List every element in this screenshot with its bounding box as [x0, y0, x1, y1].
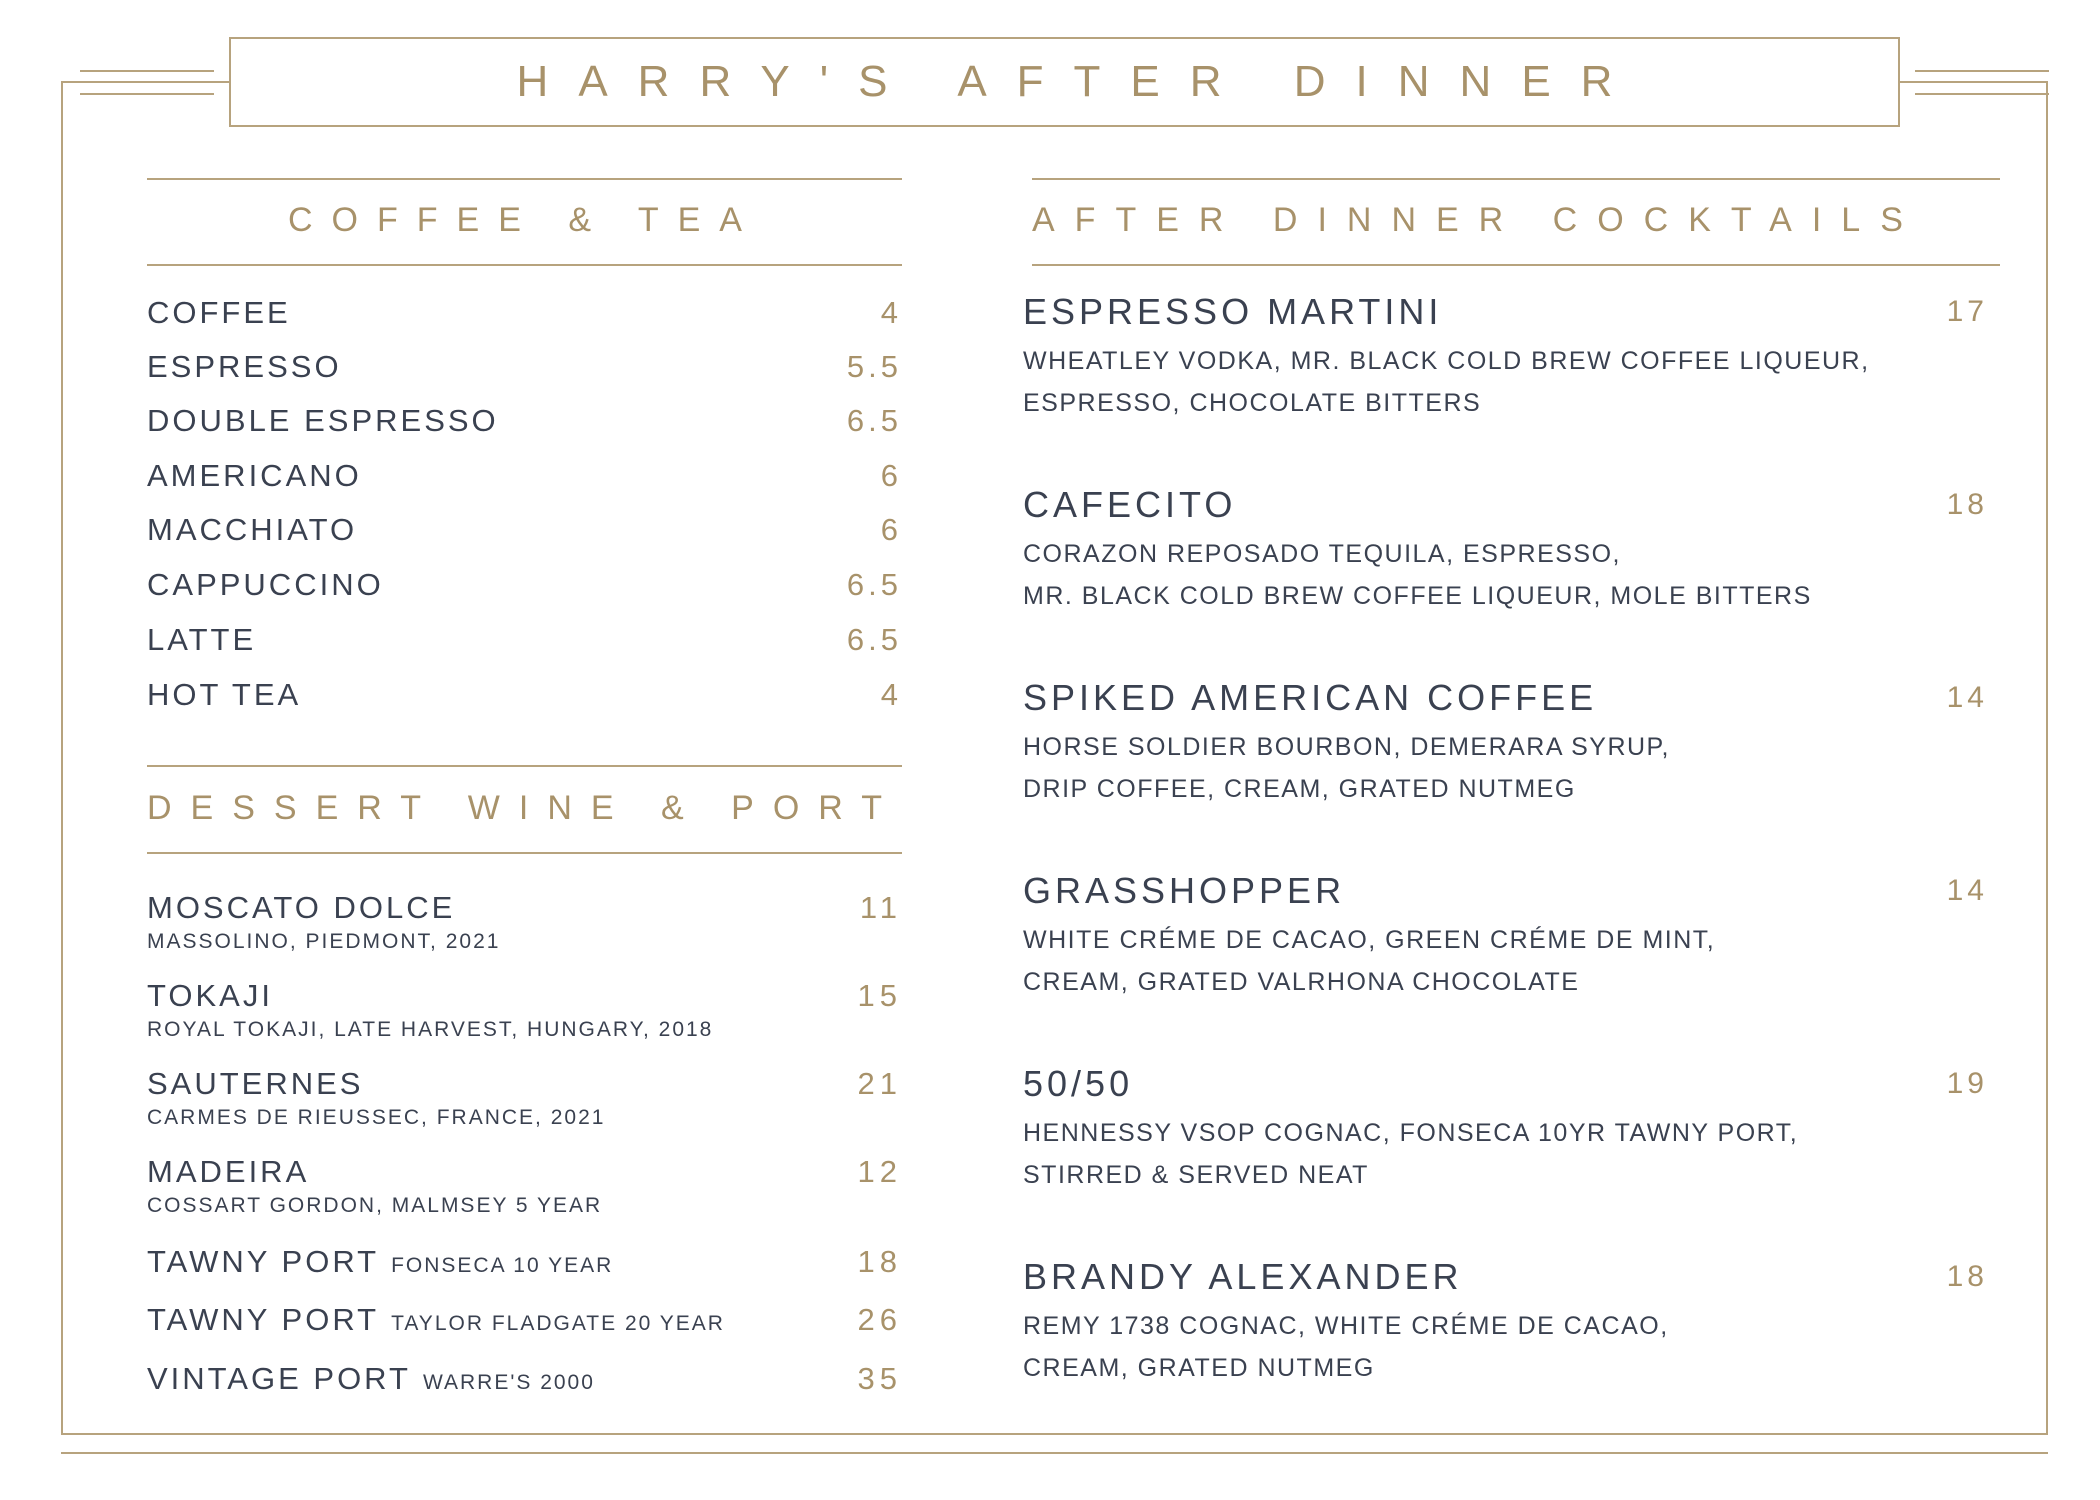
wine-line: [147, 1302, 902, 1338]
cocktail-item: [1023, 676, 1988, 810]
cocktail-head: [1023, 1062, 1988, 1106]
title-rule-left-1: [80, 70, 214, 72]
description-line: CREAM, GRATED VALRHONA CHOCOLATE: [1023, 968, 1580, 996]
menu-item: [147, 510, 902, 550]
wine-name-group: [147, 1302, 725, 1338]
item-price: 5.5: [846, 349, 902, 384]
title-banner: [229, 37, 1900, 127]
coffee-rule-bottom: [147, 264, 902, 266]
cocktail-head: [1023, 676, 1988, 720]
wine-name: TAWNY PORT: [147, 1302, 380, 1337]
wine-name-group: [147, 890, 455, 926]
description-line: STIRRED & SERVED NEAT: [1023, 1161, 1369, 1189]
wine-name-group: [147, 978, 273, 1014]
cocktail-item: [1023, 483, 1988, 617]
description-line: MR. BLACK COLD BREW COFFEE LIQUEUR, MOLE BITTERS: [1023, 582, 1812, 610]
description-line: WHITE CRÉME DE CACAO, GREEN CRÉME DE MINT,: [1023, 926, 1716, 954]
dessert-wine-heading: DESSERT WINE & PORT: [147, 789, 901, 827]
cocktail-head: [1023, 483, 1988, 527]
coffee-tea-heading: COFFEE & TEA: [288, 201, 761, 239]
item-name: COFFEE: [147, 295, 291, 330]
cocktail-name: GRASSHOPPER: [1023, 870, 1346, 911]
menu-item: [147, 401, 902, 441]
wine-detail: CARMES DE RIEUSSEC, FRANCE, 2021: [147, 1106, 606, 1129]
cocktail-description: [1023, 1112, 1988, 1196]
cocktail-name: ESPRESSO MARTINI: [1023, 291, 1443, 332]
wine-rule-bottom: [147, 852, 902, 854]
wine-line: [147, 1244, 902, 1280]
cocktail-item: [1023, 869, 1988, 1003]
wine-detail: MASSOLINO, PIEDMONT, 2021: [147, 930, 501, 953]
item-name: AMERICANO: [147, 458, 362, 493]
menu-item: [147, 675, 902, 715]
wine-price: 35: [857, 1361, 902, 1396]
title-rule-right-1: [1915, 70, 2049, 72]
cocktail-description: [1023, 533, 1988, 617]
wine-line: [147, 1066, 902, 1102]
cocktail-name: CAFECITO: [1023, 484, 1237, 525]
description-line: ESPRESSO, CHOCOLATE BITTERS: [1023, 389, 1482, 417]
item-name: MACCHIATO: [147, 512, 358, 547]
coffee-rule-top: [147, 178, 902, 180]
cocktail-price: 14: [1946, 874, 1988, 907]
item-price: 6: [880, 458, 902, 493]
menu-item: [147, 293, 902, 333]
wine-line: [147, 1154, 902, 1190]
wine-detail: WARRE'S 2000: [422, 1371, 595, 1394]
description-line: REMY 1738 COGNAC, WHITE CRÉME DE CACAO,: [1023, 1312, 1669, 1340]
cocktail-description: [1023, 919, 1988, 1003]
wine-name: TOKAJI: [147, 978, 273, 1013]
wine-name: TAWNY PORT: [147, 1244, 380, 1279]
wine-rule-top: [147, 765, 902, 767]
wine-line: [147, 978, 902, 1014]
menu-title: HARRY'S AFTER DINNER: [516, 57, 1643, 106]
cocktail-item: [1023, 1062, 1988, 1196]
wine-price: 21: [857, 1066, 902, 1101]
wine-item: [147, 1302, 902, 1338]
title-rule-right-2: [1915, 93, 2049, 95]
item-name: CAPPUCCINO: [147, 567, 384, 602]
cocktail-head: [1023, 290, 1988, 334]
cocktails-heading: AFTER DINNER COCKTAILS: [1032, 201, 1923, 239]
wine-name: MOSCATO DOLCE: [147, 890, 456, 925]
wine-item: [147, 1361, 902, 1397]
cocktail-description: [1023, 1305, 1988, 1389]
cocktail-price: 18: [1946, 1260, 1988, 1293]
item-price: 6.5: [846, 622, 902, 657]
wine-name: SAUTERNES: [147, 1066, 364, 1101]
cocktail-price: 18: [1946, 488, 1988, 521]
wine-item: [147, 1154, 902, 1220]
cocktail-price: 14: [1946, 681, 1988, 714]
item-name: LATTE: [147, 622, 257, 657]
menu-item: [147, 347, 902, 387]
item-price: 6.5: [846, 567, 902, 602]
wine-name: VINTAGE PORT: [147, 1361, 411, 1396]
wine-item: [147, 1244, 902, 1280]
cocktail-rule-top: [1032, 178, 2000, 180]
wine-line: [147, 1361, 902, 1397]
item-price: 4: [880, 677, 902, 712]
description-line: WHEATLEY VODKA, MR. BLACK COLD BREW COFFEE LIQUEUR,: [1023, 347, 1870, 375]
cocktail-item: [1023, 1255, 1988, 1389]
cocktail-name: 50/50: [1023, 1063, 1134, 1104]
cocktail-head: [1023, 1255, 1988, 1299]
wine-price: 26: [857, 1302, 902, 1337]
item-price: 6: [880, 512, 902, 547]
item-name: DOUBLE ESPRESSO: [147, 403, 499, 438]
description-line: HORSE SOLDIER BOURBON, DEMERARA SYRUP,: [1023, 733, 1670, 761]
wine-price: 18: [857, 1244, 902, 1279]
wine-price: 11: [859, 890, 902, 925]
wine-item: [147, 890, 902, 956]
cocktail-price: 17: [1946, 295, 1988, 328]
wine-line: [147, 890, 902, 926]
description-line: CORAZON REPOSADO TEQUILA, ESPRESSO,: [1023, 540, 1621, 568]
item-name: ESPRESSO: [147, 349, 342, 384]
item-price: 4: [880, 295, 902, 330]
wine-name-group: [147, 1361, 595, 1397]
wine-item: [147, 1066, 902, 1132]
wine-name: MADEIRA: [147, 1154, 310, 1189]
cocktail-price: 19: [1946, 1067, 1988, 1100]
cocktail-name: SPIKED AMERICAN COFFEE: [1023, 677, 1598, 718]
wine-detail: COSSART GORDON, MALMSEY 5 YEAR: [147, 1194, 603, 1217]
menu-item: [147, 456, 902, 496]
wine-detail: ROYAL TOKAJI, LATE HARVEST, HUNGARY, 2018: [147, 1018, 714, 1041]
cocktail-head: [1023, 869, 1988, 913]
description-line: HENNESSY VSOP COGNAC, FONSECA 10YR TAWNY PORT,: [1023, 1119, 1799, 1147]
cocktail-description: [1023, 726, 1988, 810]
wine-price: 12: [857, 1154, 902, 1189]
wine-name-group: [147, 1154, 309, 1190]
wine-name-group: [147, 1244, 613, 1280]
wine-price: 15: [857, 978, 902, 1013]
item-price: 6.5: [846, 403, 902, 438]
cocktail-name: BRANDY ALEXANDER: [1023, 1256, 1463, 1297]
item-name: HOT TEA: [147, 677, 302, 712]
title-rule-left-2: [80, 93, 214, 95]
wine-item: [147, 978, 902, 1044]
menu-item: [147, 620, 902, 660]
wine-name-group: [147, 1066, 363, 1102]
description-line: DRIP COFFEE, CREAM, GRATED NUTMEG: [1023, 775, 1576, 803]
cocktail-item: [1023, 290, 1988, 424]
cocktail-description: [1023, 340, 1988, 424]
wine-detail: TAYLOR FLADGATE 20 YEAR: [391, 1312, 725, 1335]
cocktail-rule-bottom: [1032, 264, 2000, 266]
menu-item: [147, 565, 902, 605]
bottom-rule: [61, 1452, 2048, 1454]
wine-detail: FONSECA 10 YEAR: [391, 1254, 614, 1277]
description-line: CREAM, GRATED NUTMEG: [1023, 1354, 1375, 1382]
